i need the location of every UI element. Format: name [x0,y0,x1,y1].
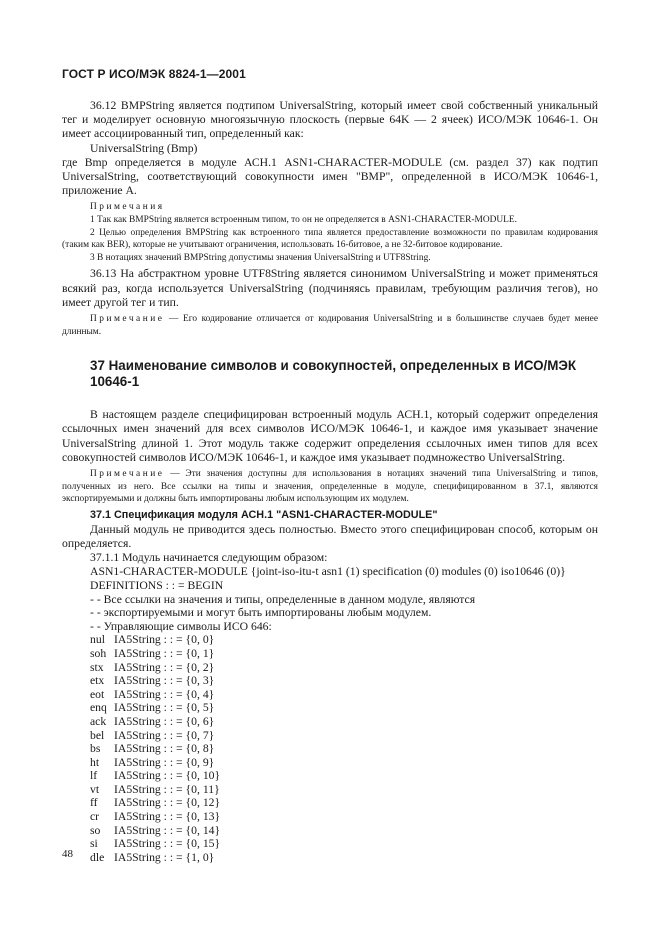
section-37-1-title: 37.1 Спецификация модуля АСН.1 "ASN1-CHARACTER-MODULE" [90,508,438,521]
comment-line: - - экспортируемыми и могут быть импортированы любым модулем. [90,606,432,620]
definition-row [62,769,598,783]
note-2: 2 Целью определения BMPString как встроенного типа является предоставление возможности по правилам кодирования (таким как BER), которые не учитывают ограничения, использовать 16-битовое, а не 32-битовое кодирование. [62,227,598,251]
section-37-title: 37 Наименование символов и совокупностей, определенных в ИСО/МЭК 10646-1 [90,358,577,390]
def-value: IA5String : : = {0, 7} [114,728,215,742]
def-name: ht [90,755,100,769]
paragraph-37-1: Данный модуль не приводится здесь полностью. Вместо этого специфицирован способ, которым он определяется. [62,522,598,550]
note-text: — Его кодирование отличается от кодирования UniversalString и в большинстве случаев будет менее длинным. [62,314,598,337]
definition-row [62,783,598,797]
comment-line: - - Управляющие символы ИСО 646: [90,619,272,633]
def-value: IA5String : : = {0, 0} [114,633,215,647]
note-label: Примечание [90,469,165,479]
def-name: nul [90,633,105,647]
def-value: IA5String : : = {1, 0} [114,850,215,864]
paragraph-37: В настоящем разделе специфицирован встроенный модуль АСН.1, который содержит определения ссылочных имен значений для всех символов ИСО/МЭК 10646-1, и каждое имя указывает значение UniversalString длиной 1. Этот модуль также содержит определения ссылочных имен типов для всех совокупностей символов ИСО/МЭК 10646-1, и каждое имя указывает подмножество UniversalString. [62,408,598,464]
def-name: etx [90,674,105,688]
note-label: Примечание [90,314,165,324]
notes-title: Примечания [90,202,165,213]
def-value: IA5String : : = {0, 13} [114,810,221,824]
definition-row [62,688,598,702]
type-definition: UniversalString (Bmp) [90,141,198,155]
def-name: eot [90,687,105,701]
definition-row [62,674,598,688]
def-value: IA5String : : = {0, 10} [114,769,221,783]
def-value: IA5String : : = {0, 3} [114,674,215,688]
module-header: ASN1-CHARACTER-MODULE {joint-iso-itu-t asn1 (1) specification (0) modules (0) iso10646 (0)} [90,565,566,579]
note-1: 1 Так как BMPString является встроенным типом, то он не определяется в ASN1-CHARACTER-MODULE. [90,215,517,226]
definition-row [62,701,598,715]
definition-row [62,742,598,756]
note-text: — Эти значения доступны для использования в нотациях значений типа UniversalString и типов, полученных из него. Все ссылки на типы и значения, определенные в модуле, специфицированном в 37.1, являются экспортируемыми и должны быть импортированы любым использующим их модулем. [62,469,598,505]
definition-row [62,729,598,743]
def-value: IA5String : : = {0, 8} [114,742,215,756]
def-name: vt [90,782,100,796]
def-name: ack [90,714,107,728]
note-37 [62,468,598,506]
note-36-13 [62,313,598,338]
definition-row [62,810,598,824]
def-value: IA5String : : = {0, 15} [114,837,221,851]
page-content [62,99,598,864]
note-3: 3 В нотациях значений BMPString допустимы значения UniversalString и UTF8String. [90,252,431,263]
paragraph-36-12: 36.12 BMPString является подтипом UniversalString, который имеет свой собственный уникальный тег и моделирует основную многоязычную плоскость (первые 64K — 2 ячеек) ИСО/МЭК 10646-1. Он имеет ассоциированный тип, определенный как: [62,99,598,141]
definition-row [62,837,598,851]
def-name: cr [90,810,100,824]
definition-row [62,851,598,865]
definition-row [62,715,598,729]
def-value: IA5String : : = {0, 5} [114,701,215,715]
def-name: bel [90,728,105,742]
paragraph-36-12-where: где Bmp определяется в модуле АСН.1 ASN1-CHARACTER-MODULE (см. раздел 37) как подтип UniversalString, соответствующий совокупности имен "BMP", определенной в ИСО/МЭК 10646-1, приложение А. [62,155,598,198]
def-value: IA5String : : = {0, 11} [114,782,220,796]
paragraph-36-13: 36.13 На абстрактном уровне UTF8String является синонимом UniversalString и может применяться всякий раз, когда используется UniversalString (подчиняясь правилам, требующим различия тегов), но имеет другой тег и тип. [62,267,598,309]
definitions-list [62,633,598,864]
page-number: 48 [62,848,73,860]
def-value: IA5String : : = {0, 9} [114,755,215,769]
def-value: IA5String : : = {0, 12} [114,796,221,810]
def-value: IA5String : : = {0, 4} [114,687,215,701]
def-name: bs [90,742,101,756]
definition-row [62,824,598,838]
def-value: IA5String : : = {0, 6} [114,714,215,728]
def-value: IA5String : : = {0, 14} [114,823,221,837]
document-header: ГОСТ Р ИСО/МЭК 8824-1—2001 [62,67,246,81]
definition-row [62,647,598,661]
comment-line: - - Все ссылки на значения и типы, определенные в данном модуле, являются [90,592,476,606]
def-name: soh [90,646,107,660]
definition-row [62,756,598,770]
def-name: enq [90,701,107,715]
definition-row [62,796,598,810]
def-name: ff [90,796,98,810]
def-name: lf [90,769,98,783]
def-name: so [90,823,101,837]
paragraph-37-1-1: 37.1.1 Модуль начинается следующим образом: [90,551,328,565]
def-name: stx [90,660,104,674]
def-value: IA5String : : = {0, 2} [114,660,215,674]
def-name: si [90,837,98,851]
def-name: dle [90,850,105,864]
definitions-begin: DEFINITIONS : : = BEGIN [90,578,224,592]
definition-row [62,633,598,647]
definition-row [62,661,598,675]
def-value: IA5String : : = {0, 1} [114,646,215,660]
